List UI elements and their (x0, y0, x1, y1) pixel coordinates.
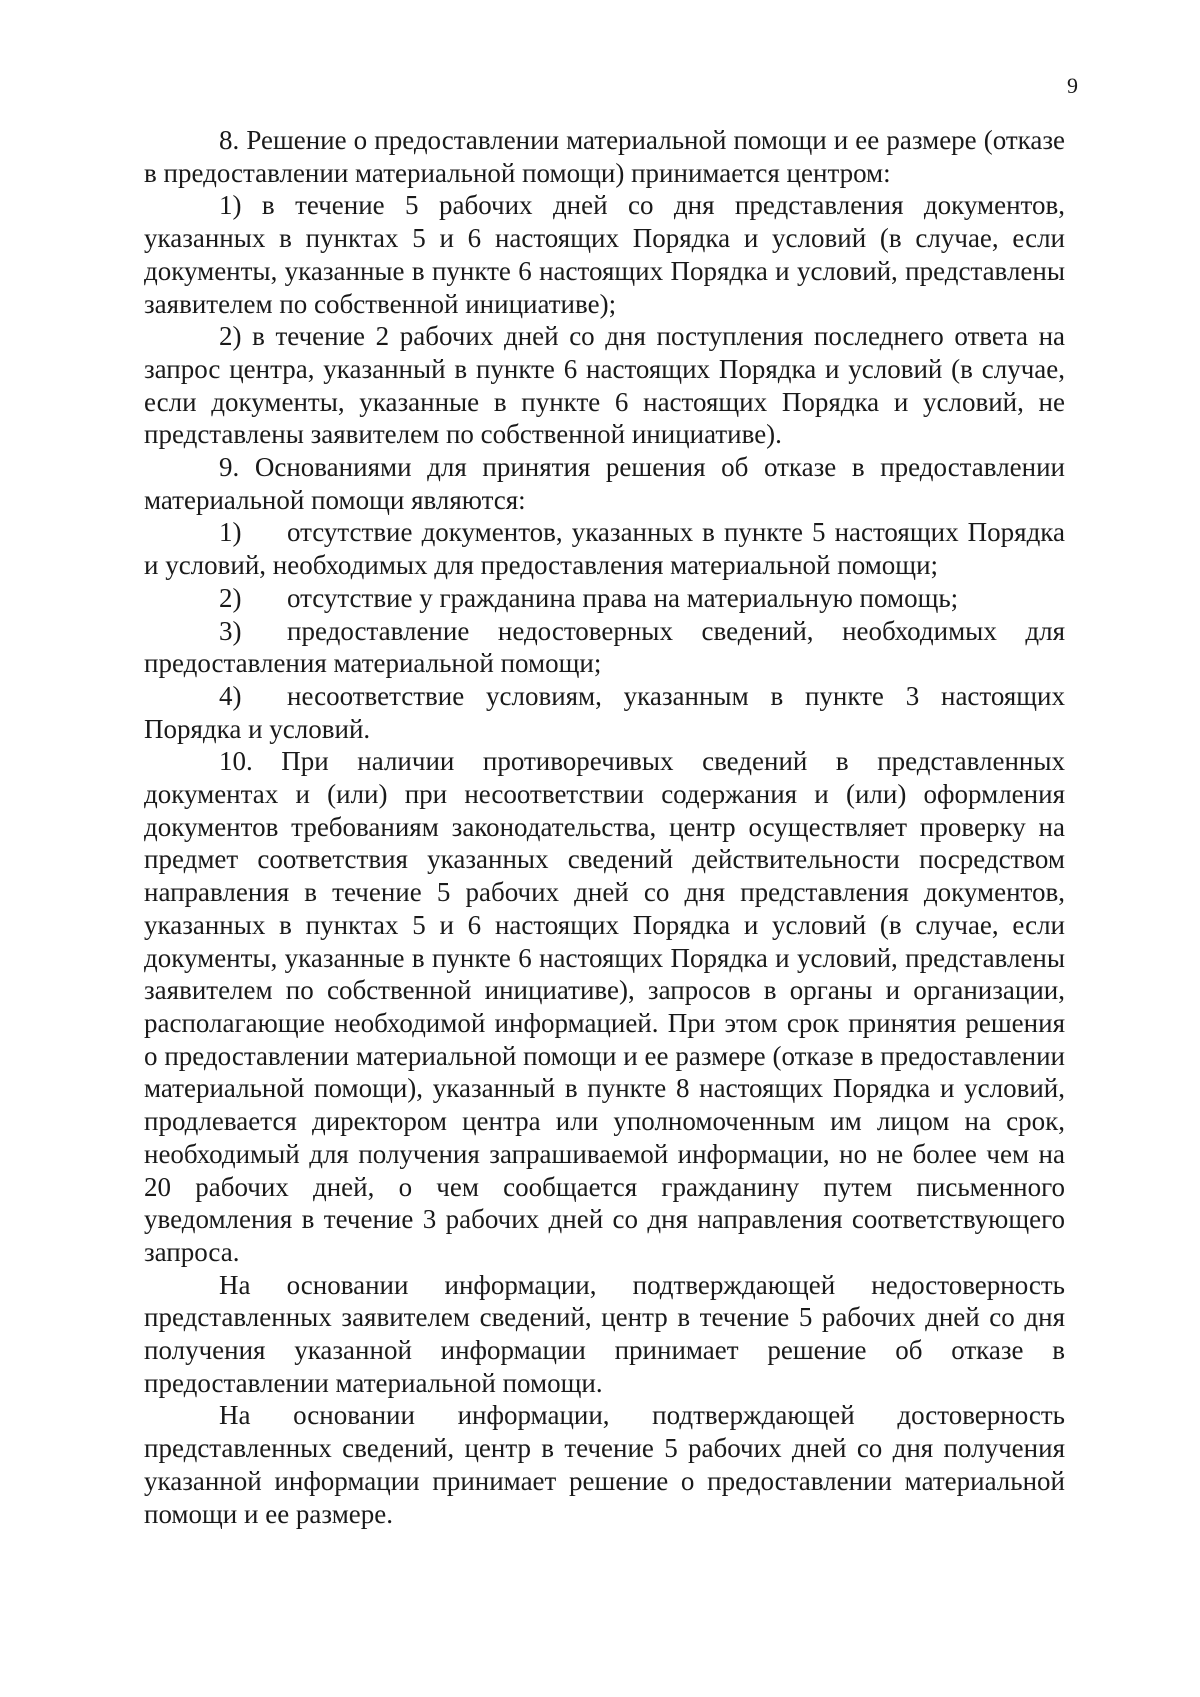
ground-item-number: 2) (219, 582, 242, 613)
ground-item-4 (144, 680, 1065, 745)
paragraph-8: 8. Решение о предоставлении материальной помощи и ее размере (отказе в предоставлении материальной помощи) принимается центром: (144, 125, 1065, 188)
paragraph-reliable-info: На основании информации, подтверждающей достоверность представленных сведений, центр в течение 5 рабочих дней со дня получения указанной информации принимает решение о предоставлении материальной помощи и ее размере. (144, 1400, 1065, 1529)
ground-item-number: 3) (219, 615, 242, 646)
ground-item-text: отсутствие документов, указанных в пункте 5 настоящих Порядка и условий, необходимых для предоставления материальной помощи; (144, 517, 1065, 581)
document-body (144, 124, 1065, 1530)
ground-item-1 (144, 516, 1065, 581)
ground-item-3 (144, 615, 1065, 680)
paragraph-9: 9. Основаниями для принятия решения об отказе в предоставлении материальной помощи являются: (144, 452, 1065, 515)
ground-item-text: предоставление недостоверных сведений, необходимых для предоставления материальной помощи; (144, 615, 1065, 679)
ground-item-text: отсутствие у гражданина права на материальную помощь; (287, 582, 959, 613)
ground-item-2 (144, 582, 1065, 615)
paragraph-8-item-2: 2) в течение 2 рабочих дней со дня поступления последнего ответа на запрос центра, указанный в пункте 6 настоящих Порядка и условий (в случае, если документы, указанные в пункте 6 настоящих Порядка и условий, не представлены заявителем по собственной инициативе). (144, 321, 1065, 450)
ground-item-number: 1) (219, 517, 242, 548)
ground-item-number: 4) (219, 680, 242, 711)
paragraph-8-item-1: 1) в течение 5 рабочих дней со дня представления документов, указанных в пунктах 5 и 6 настоящих Порядка и условий (в случае, если документы, указанные в пункте 6 настоящих Порядка и условий, представлены заявителем по собственной инициативе); (144, 190, 1065, 319)
page-number: 9 (1067, 73, 1078, 98)
paragraph-10: 10. При наличии противоречивых сведений в представленных документах и (или) при несоответствии содержания и (или) оформления документов требованиям законодательства, центр осуществляет проверку на предмет соответствия указанных сведений действительности посредством направления в течение 5 рабочих дней со дня представления документов, указанных в пунктах 5 и 6 настоящих Порядка и условий (в случае, если документы, указанные в пункте 6 настоящих Порядка и условий, представлены заявителем по собственной инициативе), запросов в органы и организации, располагающие необходимой информацией. При этом срок принятия решения о предоставлении материальной помощи и ее размере (отказе в предоставлении материальной помощи), указанный в пункте 8 настоящих Порядка и условий, продлевается директором центра или уполномоченным им лицом на срок, необходимый для получения запрашиваемой информации, но не более чем на 20 рабочих дней, о чем сообщается гражданину путем письменного уведомления в течение 3 рабочих дней со дня направления соответствующего запроса. (144, 746, 1065, 1267)
paragraph-unreliable-info: На основании информации, подтверждающей недостоверность представленных заявителем сведений, центр в течение 5 рабочих дней со дня получения указанной информации принимает решение об отказе в предоставлении материальной помощи. (144, 1269, 1065, 1398)
ground-item-text: несоответствие условиям, указанным в пункте 3 настоящих Порядка и условий. (144, 680, 1065, 744)
